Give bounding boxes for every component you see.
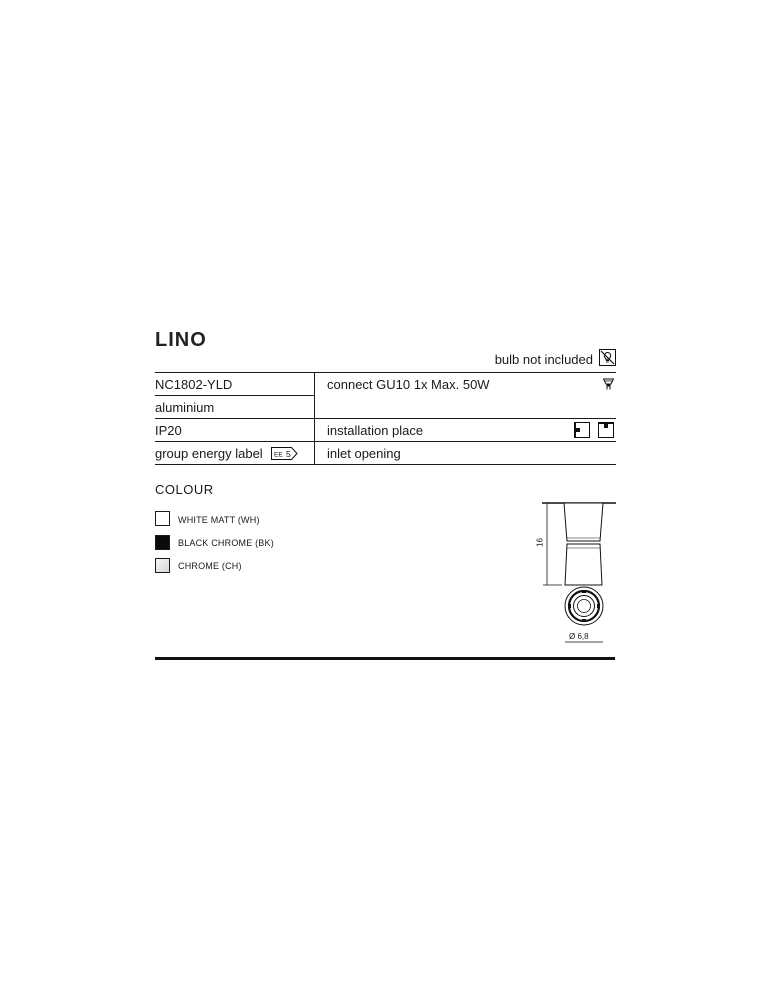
ceiling-mount-icon bbox=[598, 422, 614, 438]
table-rule-1 bbox=[155, 395, 314, 396]
wall-mount-icon bbox=[574, 422, 590, 438]
spec-material: aluminium bbox=[155, 400, 215, 415]
swatch-label-black-chrome: BLACK CHROME (BK) bbox=[178, 538, 274, 548]
height-dim-label: 16 bbox=[535, 538, 545, 547]
swatch-label-white-matt: WHITE MATT (WH) bbox=[178, 515, 260, 525]
energy-badge-class: 5 bbox=[285, 449, 291, 460]
lamp-lower-body bbox=[565, 544, 602, 585]
spec-inlet: inlet opening bbox=[327, 446, 401, 461]
swatch-chrome bbox=[155, 558, 170, 573]
spec-code: NC1802-YLD bbox=[155, 377, 233, 392]
energy-badge-ee: EE bbox=[273, 451, 283, 459]
bottom-rule bbox=[155, 657, 615, 660]
swatch-black-chrome bbox=[155, 535, 170, 550]
gu10-bulb-icon bbox=[603, 378, 614, 390]
bulb-note-label: bulb not included bbox=[494, 352, 593, 367]
table-rule-3 bbox=[155, 441, 616, 442]
energy-label-badge bbox=[271, 447, 298, 460]
swatch-white-matt bbox=[155, 511, 170, 526]
table-rule-2 bbox=[155, 418, 616, 419]
product-title: LINO bbox=[155, 329, 207, 351]
crossed-bulb-icon bbox=[599, 349, 616, 366]
spec-connect: connect GU10 1x Max. 50W bbox=[327, 377, 490, 392]
dimension-drawing bbox=[530, 498, 618, 646]
table-rule-bottom bbox=[155, 464, 616, 465]
colour-heading: COLOUR bbox=[155, 482, 214, 497]
table-rule-top bbox=[155, 372, 616, 373]
bulb-note bbox=[495, 349, 616, 366]
energy-label-text: group energy label bbox=[155, 446, 263, 461]
spec-installation: installation place bbox=[327, 423, 424, 438]
swatch-label-chrome: CHROME (CH) bbox=[178, 561, 242, 571]
spec-ip: IP20 bbox=[155, 423, 182, 438]
lamp-upper-body bbox=[564, 503, 603, 541]
diameter-dim-label: Ø 6,8 bbox=[569, 632, 589, 641]
spec-energy bbox=[155, 446, 298, 461]
table-divider bbox=[314, 372, 315, 464]
